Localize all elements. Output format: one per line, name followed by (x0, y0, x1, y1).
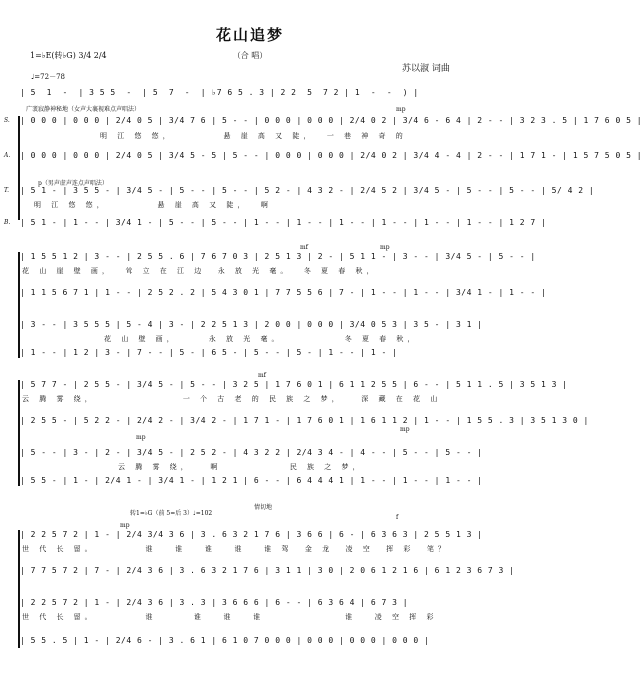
staff-soprano (8, 380, 568, 391)
dynamic-mark: mf (300, 244, 308, 251)
staff-alto (8, 288, 547, 299)
performance-direction: p（男声虚声连点声唱法） (38, 180, 108, 187)
lyrics: 花 山 壁 画， 永 放 光 毫。 冬 夏 春 秋， (104, 335, 419, 343)
staff-notes: | 0 0 0 | 0 0 0 | 2/4 0 5 | 3/4 7 6 | 5 - - | 0 0 0 | 0 0 0 | 2/4 0 2 | 3/4 6 - 6 4 | 2 - - | 3 2 3 . 5 | 1 7 6 0 5 | (20, 116, 642, 125)
staff-tenor (8, 598, 492, 609)
dynamic-mark: mp (380, 244, 390, 251)
intro-line (8, 88, 492, 99)
song-title: 花山追梦 (215, 26, 284, 44)
staff-notes: | 0 0 0 | 0 0 0 | 2/4 0 5 | 3/4 5 - 5 | 5 - - | 0 0 0 | 0 0 0 | 2/4 0 2 | 3/4 4 - 4 | 2 - - | 1 7 1 - | 1 5 7 5 0 5 | (20, 151, 642, 160)
staff-notes: | 3 - - | 3 5 5 5 | 5 - 4 | 3 - | 2 2 5 1 3 | 2 0 0 | 0 0 0 | 3/4 0 5 3 | 3 5 - | 3 1 | (20, 320, 483, 329)
staff-notes: | 2 2 5 7 2 | 1 - | 2/4 3 6 | 3 . 3 | 3 6 6 6 | 6 - - | 6 3 6 4 | 6 7 3 | (20, 598, 409, 607)
staff-notes: | 5 1 - | 1 - - | 3/4 1 - | 5 - - | 5 - - | 1 - - | 1 - - | 1 - - | 1 - - | 1 - - | 1 - - | 1 2 7 | (20, 218, 547, 227)
staff-tenor (4, 186, 595, 197)
staff-notes: | 1 1 5 6 7 1 | 1 - - | 2 5 2 . 2 | 5 4 3 0 1 | 7 7 5 5 6 | 7 - | 1 - - | 1 - - | 3/4 1 - | 1 - - | (20, 288, 547, 297)
staff-alto (8, 416, 589, 427)
staff-notes: | 1 5 5 1 2 | 3 - - | 2 5 5 . 6 | 7 6 7 0 3 | 2 5 1 3 | 2 - | 5 1 1 - | 3 - - | 3/4 5 - | 5 - - | (20, 252, 536, 261)
dynamic-mark: mp (120, 522, 130, 529)
staff-notes: | 5 - - | 3 - | 2 - | 3/4 5 - | 2 5 2 - | 4 3 2 2 | 2/4 3 4 - | 4 - - | 5 - - | 5 - - | (20, 448, 483, 457)
staff-bass (8, 348, 492, 359)
staff-notes: | 1 - - | 1 2 | 3 - | 7 - - | 5 - | 6 5 - | 5 - - | 5 - | 1 - - | 1 - | (20, 348, 398, 357)
dynamic-mark: f (396, 514, 399, 521)
key-signature: 1=♭E(转♭G) 3/4 2/4 (30, 51, 107, 60)
lyrics: 云 腾 雾 绕， 啊 民 族 之 梦， (118, 463, 364, 471)
lyrics: 明 江 悠 悠， 悬 崖 高 又 陡， 一 巷 神 奇 的 (100, 132, 407, 140)
staff-bracket (18, 116, 22, 220)
staff-notes: | 5 5 . 5 | 1 - | 2/4 6 - | 3 . 6 1 | 6 1 0 7 0 0 0 | 0 0 0 | 0 0 0 | 0 0 0 | (20, 636, 430, 645)
score-system-4 (8, 500, 515, 680)
staff-notes: | 5 5 - | 1 - | 2/4 1 - | 3/4 1 - | 1 2 1 | 6 - - | 6 4 4 4 1 | 1 - - | 1 - - | 1 - - | (20, 476, 483, 485)
staff-soprano (4, 116, 642, 127)
dynamic-mark: mp (396, 106, 406, 113)
dynamic-mark: mp (400, 426, 410, 433)
score-system-2 (8, 244, 547, 364)
score-system-3 (8, 372, 589, 492)
voice-label: T. (4, 187, 10, 194)
staff-tenor (8, 320, 492, 331)
song-credits: 苏以淑 词曲 (402, 64, 450, 74)
lyrics: 世 代 长 留。 谁 谁 谁 谁 谁 凌 空 挥 彩 (22, 613, 438, 621)
staff-soprano (8, 530, 492, 541)
lyrics: 花 山 崖 壁 画， 耸 立 在 江 边 永 放 光 毫。 冬 夏 春 秋， (22, 267, 378, 275)
voice-label: A. (4, 152, 11, 159)
performance-direction: 情切地 (254, 504, 273, 511)
staff-notes: | 7 7 5 7 2 | 7 - | 2/4 3 6 | 3 . 6 3 2 1 7 6 | 3 1 1 | 3 0 | 2 0 6 1 2 1 6 | 6 1 2 3 6 7 3 | (20, 566, 515, 575)
voice-label: B. (4, 219, 11, 226)
lyrics: 云 腾 雾 绕， 一 个 古 老 的 民 族 之 梦， 深 藏 在 花 山 (22, 395, 442, 403)
staff-bass (4, 218, 547, 229)
staff-notes: | 2 2 5 7 2 | 1 - | 2/4 3/4 3 6 | 3 . 6 3 2 1 7 6 | 3 6 6 | 6 - | 6 3 6 3 | 2 5 5 1 3 | (20, 530, 483, 539)
staff-notes: | 2 5 5 - | 5 2 2 - | 2/4 2 - | 3/4 2 - | 1 7 1 - | 1 7 6 0 1 | 1 6 1 1 2 | 1 - - | 1 5 5 . 3 | 3 5 1 3 0 | (20, 416, 589, 425)
modulation-direction: 转1=♭G（前 5=后 3）♩=102 (130, 510, 213, 517)
score-system-1 (4, 86, 642, 236)
lyrics: 明 江 悠 悠， 悬 崖 高 又 陡， 啊 (34, 201, 272, 209)
voice-label: S. (4, 117, 10, 124)
staff-notes: | 5 7 7 - | 2 5 5 - | 3/4 5 - | 5 - - | 3 2 5 | 1 7 6 0 1 | 6 1 1 2 5 5 | 6 - - | 5 1 1 . 5 | 3 5 1 3 | (20, 380, 568, 389)
lyrics: 世 代 长 留。 谁 谁 谁 谁 谁 驾 金 龙 凌 空 挥 彩 笔？ (22, 545, 449, 553)
dynamic-mark: mf (258, 372, 266, 379)
song-subtitle: （合 唱） (232, 51, 268, 60)
staff-bass (8, 476, 492, 487)
staff-soprano (8, 252, 536, 263)
staff-alto (4, 151, 642, 162)
tempo-marking: ♩=72－78 (31, 73, 65, 81)
staff-notes: | 5 1 - | 3 5 5 - | 3/4 5 - | 5 - - | 5 - - | 5 2 - | 4 3 2 - | 2/4 5 2 | 3/4 5 - | 5 - - | 5 - - | 5/ 4 2 | (20, 186, 595, 195)
staff-alto (8, 566, 515, 577)
staff-tenor (8, 448, 492, 459)
intro-notes: | 5 1 - | 3 5 5 - | 5 7 - | ♭7 6 5 . 3 | 2 2 5 7 2 | 1 - - ) | (20, 88, 419, 97)
performance-direction: 广袤寂静神秘地（女声大襄视难点声唱法） (26, 106, 141, 113)
dynamic-mark: mp (136, 434, 146, 441)
staff-bass (8, 636, 492, 647)
